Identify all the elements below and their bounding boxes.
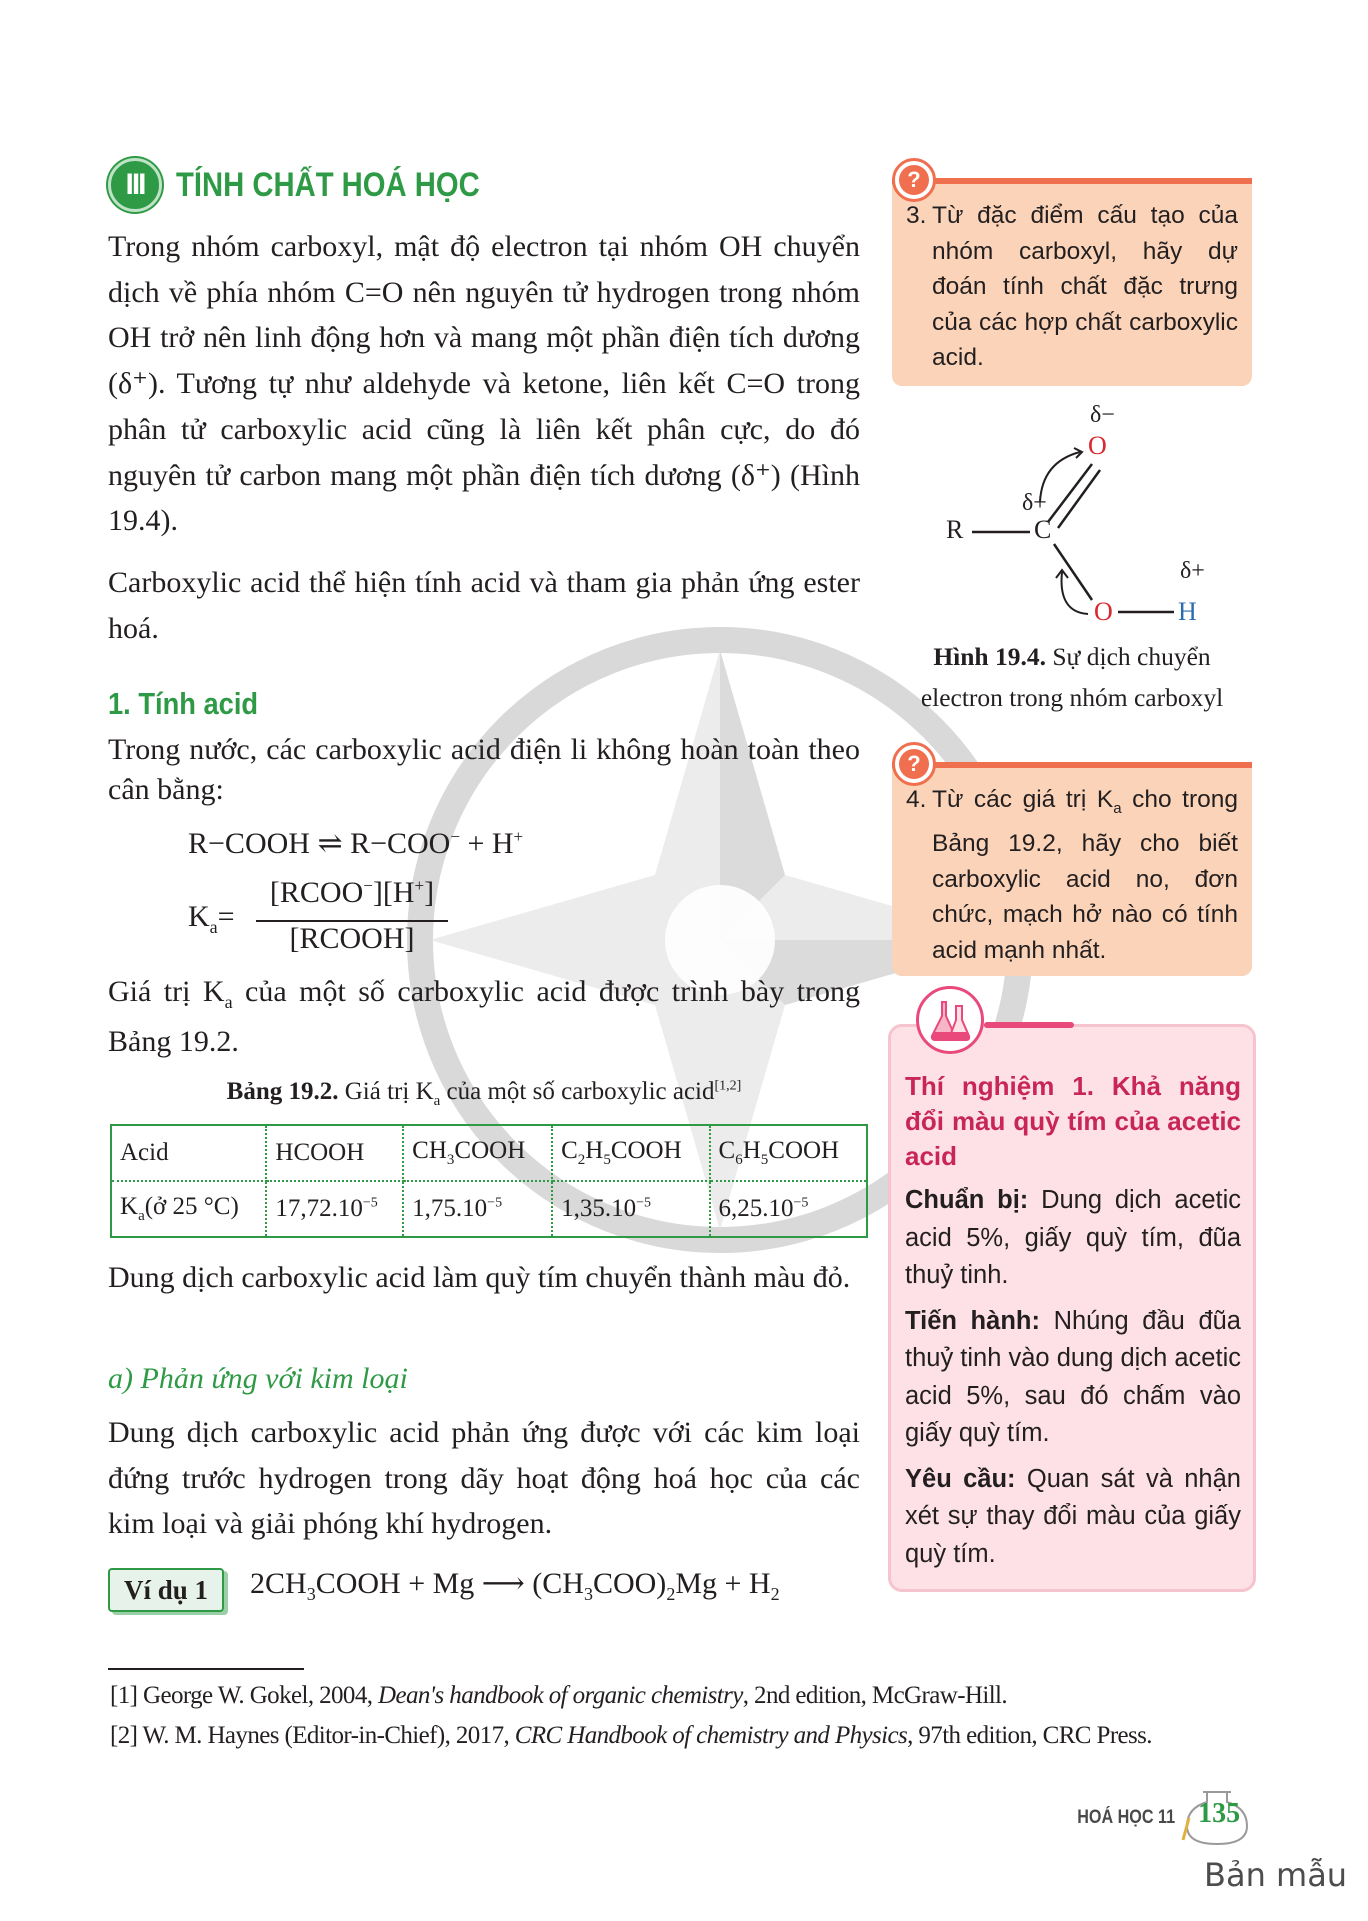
table-header-cell: HCOOH	[266, 1125, 403, 1181]
page-number-flask-icon	[1179, 1790, 1255, 1846]
question-box-4	[892, 762, 1252, 976]
experiment-title: Thí nghiệm 1. Khả năng đổi màu quỳ tím của acetic acid	[905, 1071, 1241, 1171]
carboxyl-group-diagram	[930, 392, 1250, 632]
subheading-acidity: 1. Tính acid	[108, 686, 259, 721]
delta-plus-h-label: δ+	[1180, 558, 1205, 584]
experiment-requirement: Yêu cầu: Quan sát và nhận xét sự thay đổi màu của giấy quỳ tím.	[905, 1464, 1241, 1568]
table-cell: $1,75.10^{-5}$	[403, 1181, 552, 1237]
footnote-1: [1] George W. Gokel, 2004, Dean's handbook of organic chemistry, 2nd edition, McGraw-Hill.	[110, 1682, 1008, 1709]
electron-shift-arrow	[1062, 572, 1088, 614]
delta-plus-c-label: δ+	[1022, 490, 1047, 516]
question-text: Từ các giá trị $K_a$ cho trong Bảng 19.2, hãy cho biết carboxylic acid no, đơn chức, mạch hở nào có tính acid mạnh nhất.	[932, 786, 1238, 964]
question-text: Từ đặc điểm cấu tạo của nhóm carboxyl, hãy dự đoán tính chất đặc trưng của các hợp chất carboxylic acid.	[932, 202, 1238, 371]
ionization-paragraph: Trong nước, các carboxylic acid điện li không hoàn toàn theo cân bằng:	[108, 733, 860, 806]
footnote-divider	[108, 1668, 304, 1670]
ka-table	[110, 1124, 868, 1238]
ka-denominator: [RCOOH]	[289, 922, 415, 955]
ka-values-paragraph: Giá trị $K_a$ của một số carboxylic acid được trình bày trong Bảng 19.2.	[108, 975, 860, 1058]
table-row	[111, 1181, 867, 1237]
acid-properties-paragraph: Carboxylic acid thể hiện tính acid và tham gia phản ứng ester hoá.	[108, 566, 860, 645]
example-equation: $2CH_3COOH + Mg$ ⟶ $(CH_3COO)_2Mg + H_2$	[250, 1567, 780, 1604]
book-title: HOÁ HỌC 11	[1077, 1807, 1176, 1828]
equilibrium-equation: R−COOH ⇌ R−COO− + H+	[188, 827, 524, 860]
table-cell: $17,72.10^{-5}$	[266, 1181, 403, 1237]
section-heading	[108, 158, 529, 212]
question-number: 4.	[906, 786, 927, 813]
section-number-badge: III	[108, 158, 162, 212]
subheading-metal-reaction: a) Phản ứng với kim loại	[108, 1362, 408, 1395]
page-footer	[1060, 1790, 1255, 1846]
delta-minus-label: δ−	[1090, 402, 1115, 428]
table-header-cell: $C_2H_5COOH$	[552, 1125, 709, 1181]
flask-icon	[916, 986, 984, 1054]
table-header-row	[111, 1125, 867, 1181]
carbon-label: C	[1034, 515, 1052, 544]
table-cell: $K_a(ở$ 25 °C)	[111, 1181, 266, 1237]
footnote-2: [2] W. M. Haynes (Editor-in-Chief), 2017, CRC Handbook of chemistry and Physics, 97th edition, CRC Press.	[110, 1722, 1152, 1749]
experiment-procedure: Tiến hành: Nhúng đầu đũa thuỷ tinh vào dung dịch acetic acid 5%, sau đó chấm vào giấy quỳ tím.	[905, 1306, 1241, 1447]
question-number: 3.	[906, 202, 927, 229]
sample-stamp: Bản mẫu	[1204, 1856, 1348, 1894]
example-badge: Ví dụ 1	[108, 1568, 224, 1612]
metal-reaction-paragraph: Dung dịch carboxylic acid phản ứng được với các kim loại đứng trước hydrogen trong dãy hoạt động hoá học của các kim loại và giải phóng khí hydrogen.	[108, 1416, 860, 1541]
hydrogen-label: H	[1178, 597, 1197, 626]
litmus-paragraph: Dung dịch carboxylic acid làm quỳ tím chuyển thành màu đỏ.	[108, 1261, 851, 1294]
ka-numerator: [RCOO−][H+]	[269, 876, 435, 909]
table-caption: Bảng 19.2. Giá trị $K_a$ của một số carboxylic acid[1,2]	[226, 1078, 742, 1109]
figure-caption: Hình 19.4. Sự dịch chuyển electron trong nhóm carboxyl	[920, 642, 1224, 712]
question-icon: ?	[892, 742, 936, 786]
question-icon: ?	[892, 158, 936, 202]
experiment-preparation: Chuẩn bị: Dung dịch acetic acid 5%, giấy quỳ tím, đũa thuỷ tinh.	[905, 1186, 1241, 1289]
page-number: 135	[1198, 1798, 1241, 1829]
section-title: TÍNH CHẤT HOÁ HỌC	[176, 165, 480, 204]
r-group-label: R	[946, 515, 964, 544]
question-box-3	[892, 178, 1252, 386]
oxygen-bottom-label: O	[1094, 597, 1113, 626]
experiment-tab	[984, 1022, 1074, 1028]
experiment-body	[905, 1182, 1241, 1573]
table-header-cell: Acid	[111, 1125, 266, 1181]
table-header-cell: $CH_3COOH$	[403, 1125, 552, 1181]
experiment-box	[888, 1024, 1256, 1592]
intro-paragraph: Trong nhóm carboxyl, mật độ electron tại nhóm OH chuyển dịch về phía nhóm C=O nên nguyên tử hydrogen trong nhóm OH trở nên linh động hơn và mang một phần điện tích dương (δ⁺). Tương tự như aldehyde và ketone, liên kết C=O trong phân tử carboxylic acid cũng là liên kết phân cực, do đó nguyên tử carbon mang một phần điện tích dương (δ⁺) (Hình 19.4).	[108, 230, 860, 538]
table-cell: $1,35.10^{-5}$	[552, 1181, 709, 1237]
oxygen-top-label: O	[1088, 431, 1107, 460]
table-cell: $6,25.10^{-5}$	[718, 1195, 809, 1222]
table-header-cell: $C_6H_5COOH$	[710, 1125, 867, 1181]
